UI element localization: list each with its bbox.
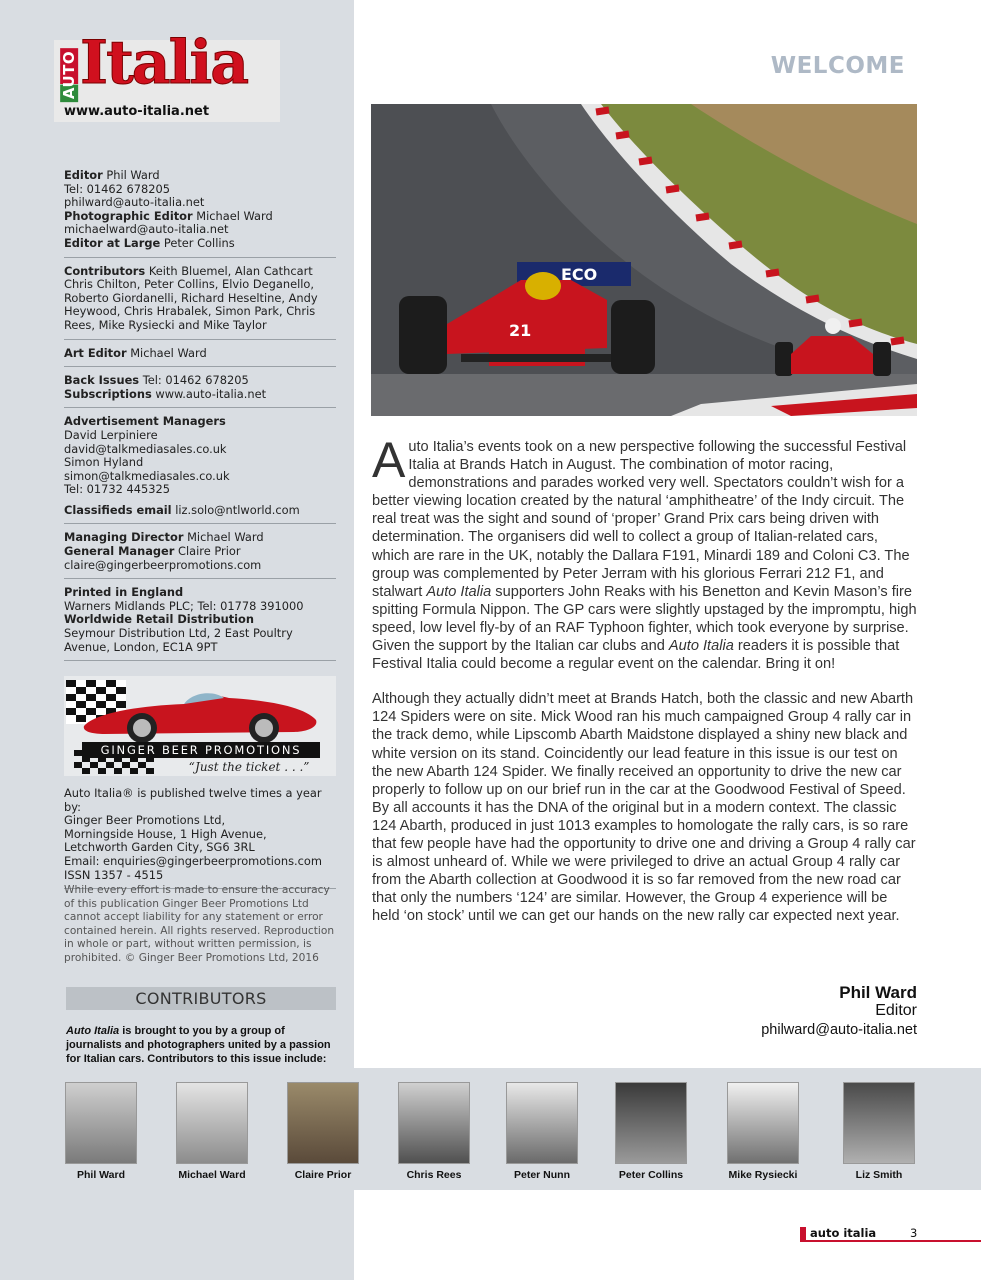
car-number: 21 (509, 321, 532, 340)
sponsor-label: ECO (561, 265, 598, 284)
ad-company-name: GINGER BEER PROMOTIONS (100, 743, 302, 757)
signoff-role: Editor (875, 1002, 917, 1019)
publisher-info: Auto Italia® is published twelve times a year by: Ginger Beer Promotions Ltd, Morningside House, 1 High Avenue, Letchworth Garden City, SG6 3RL Email: enquiries@gingerbeerpromotions.com ISSN 1357 - 4515 (64, 787, 336, 889)
page-title: WELCOME (770, 53, 905, 79)
contributor-card (615, 1082, 687, 1181)
logo-auto-word: AUTO (60, 46, 76, 102)
editor-signoff (761, 983, 917, 1040)
legal-disclaimer: While every effort is made to ensure the accuracy of this publication Ginger Beer Promotions Ltd cannot accept liability for any statement or error contained herein. All rights reserved. Reproduction in whole or part, without written permission, is prohibited. © Ginger Beer Promotions Ltd, 2016 (64, 884, 335, 964)
article-paragraph: Auto Italia’s events took on a new perspective following the successful Festival Italia at Brands Hatch in August. The combination of motor racing, demonstrations and parades worked very well. Spectators couldn’t wish for a better viewing location created by the natural ‘amphitheatre’ of the Indy circuit. The real treat was the sight and sound of ‘proper’ Grand Prix cars being driven with determination. The organisers did well to collect a group of Italian-related cars, which are rare in the UK, notably the Dallara F191, Minardi 189 and Coloni C3. The group was complemented by Peter Jerram with his glorious Ferrari 212 F1, and stalwart Auto Italia supporters John Reaks with his Benetton and Kevin Mason’s fire spitting Formula Nippon. The GP cars were slightly upstaged by the impromptu, high speed, low level fly-by of an RAF Typhoon fighter, which took everyone by surprise. Given the support by the Italian car clubs and Auto Italia readers it is possible that Festival Italia could become a regular event on the calendar. Bring it on! (372, 432, 917, 673)
contributor-photo (176, 1082, 248, 1164)
article-paragraph: Although they actually didn’t meet at Brands Hatch, both the classic and new Abarth 124 Spiders were on site. Mick Wood ran his much campaigned Group 4 rally car in the track demo, while Lipscomb Abarth Maidstone displayed a shiny new black and white version on its stand. Coincidently our lead feature in this issue is our test on the new Abarth 124 Spider. We finally received an opportunity to drive the new car properly to follow up on our brief run in the car at the Goodwood Festival of Speed. By all accounts it has the DNA of the original but in a modern context. The classic 124 Abarth, produced in just 1013 examples to homologate the rally cars, is so rare that few people have had the opportunity to drive one and driving a Group 4 rally car is almost unheard of. While we were privileged to drive an actual Group 4 rally car from the Abarth collection at Goodwood it is so far removed from the new road car that only the numbers ‘124’ are similar. However, the Group 4 experience will be held ‘on stock’ until we can get our hands on the new rally car expected next year. (372, 691, 916, 925)
contributor-name: Claire Prior (294, 1169, 352, 1181)
contributor-name: Phil Ward (76, 1169, 126, 1181)
contributor-card (398, 1082, 470, 1181)
contributor-photo (615, 1082, 687, 1164)
contributor-card (506, 1082, 578, 1181)
classifieds-block: Classifieds email liz.solo@ntlworld.com (64, 503, 336, 525)
contributor-name: Mike Rysiecki (728, 1169, 798, 1181)
page-footer (800, 1226, 981, 1242)
contributor-photo (727, 1082, 799, 1164)
hero-photo (371, 104, 917, 416)
contributor-name: Liz Smith (855, 1169, 903, 1181)
advertising-block: Advertisement Managers David Lerpiniere david@talkmediasales.co.uk Simon Hyland simon@talkmediasales.co.uk Tel: 01732 445325 (64, 414, 230, 497)
contributor-name: Peter Nunn (513, 1169, 570, 1181)
art-editor-block: Art Editor Michael Ward (64, 346, 336, 368)
footer-accent-bar (800, 1227, 806, 1240)
drop-cap: A (372, 432, 406, 488)
contributor-photo (843, 1082, 915, 1164)
signoff-name: Phil Ward (839, 983, 917, 1002)
footer-magazine-name: auto italia (810, 1226, 877, 1240)
website-url[interactable]: www.auto-italia.net (64, 104, 210, 119)
contributor-photo (287, 1082, 359, 1164)
editorial-block: Editor Phil Ward Tel: 01462 678205 philward@auto-italia.net Photographic Editor Michael Ward michaelward@auto-italia.net Editor at Large Peter Collins (64, 168, 336, 258)
contributor-photo (506, 1082, 578, 1164)
page-number: 3 (910, 1226, 918, 1240)
staff-list (64, 168, 336, 667)
back-issues-block: Back Issues Tel: 01462 678205 Subscriptions www.auto-italia.net (64, 373, 336, 408)
printing-block: Printed in England Warners Midlands PLC; Tel: 01778 391000 Worldwide Retail Distribution Seymour Distribution Ltd, 2 East Poultry Avenue, London, EC1A 9PT (64, 585, 336, 661)
editorial-article (372, 432, 918, 942)
management-block: Managing Director Michael Ward General Manager Claire Prior claire@gingerbeerpromotions.com (64, 530, 336, 579)
contributor-card (287, 1082, 359, 1181)
ginger-beer-ad[interactable] (64, 676, 336, 776)
signoff-email[interactable]: philward@auto-italia.net (761, 1022, 917, 1038)
contributors-block: Contributors Keith Bluemel, Alan Cathcart Chris Chilton, Peter Collins, Elvio Deganello, Roberto Giordanelli, Richard Heseltine, Andy Heywood, Chris Hrabalek, Simon Park, Chris Rees, Mike Rysiecki and Mike Taylor (64, 264, 336, 340)
contributor-name: Michael Ward (178, 1169, 246, 1181)
contributor-card (843, 1082, 915, 1181)
contributors-description: Auto Italia is brought to you by a group of journalists and photographers united by a passion for Italian cars. Contributors to this issue include: (66, 1025, 331, 1065)
logo-italia-word: Italia (80, 28, 248, 98)
contributor-card (65, 1082, 137, 1181)
contributor-card (176, 1082, 248, 1181)
race-track-image (371, 104, 917, 416)
contributor-name: Peter Collins (618, 1169, 684, 1181)
contributor-photo (65, 1082, 137, 1164)
contributor-name: Chris Rees (406, 1169, 462, 1181)
ad-tagline: “Just the ticket . . .” (188, 760, 310, 774)
contributor-card (727, 1082, 799, 1181)
contributor-photo (398, 1082, 470, 1164)
contributors-heading: CONTRIBUTORS (66, 987, 336, 1010)
